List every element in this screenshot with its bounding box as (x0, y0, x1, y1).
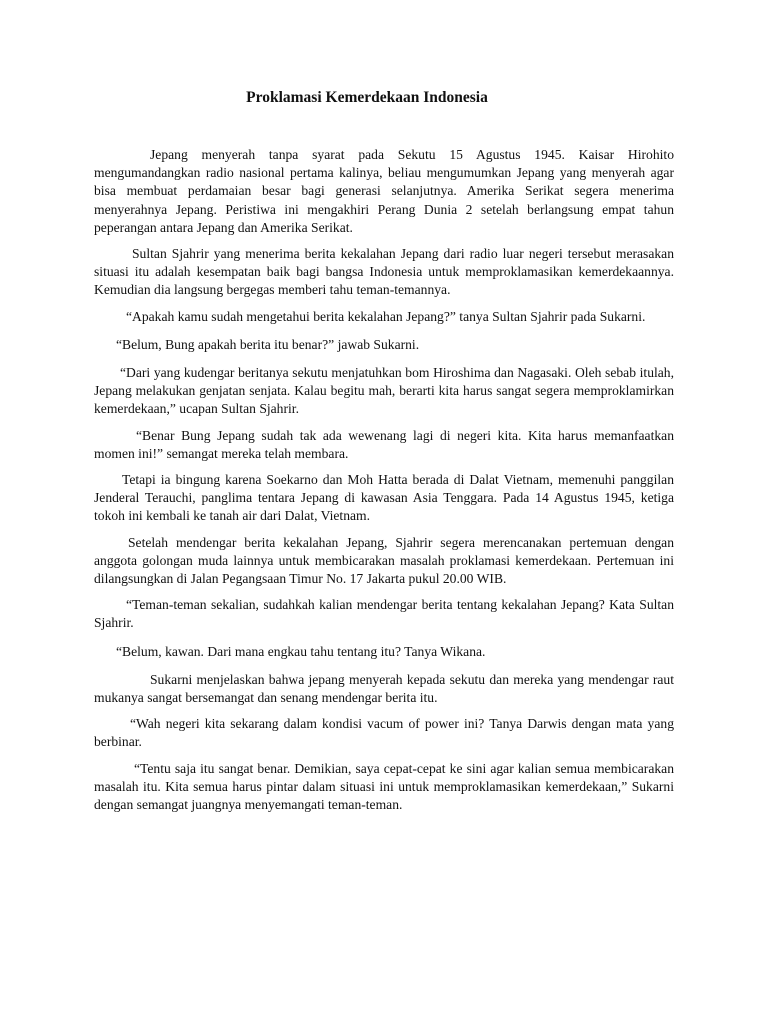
paragraph-4: “Belum, Bung apakah berita itu benar?” jawab Sukarni. (116, 336, 420, 352)
paragraph-2: Sultan Sjahrir yang menerima berita kekalahan Jepang dari radio luar negeri tersebut merasakan situasi itu adalah kesempatan baik bagi bangsa Indonesia untuk memproklamasikan kemerdekaannya. Kemudian dia langsung bergegas memberi tahu teman-temannya. (94, 246, 674, 298)
paragraph-1: Jepang menyerah tanpa syarat pada Sekutu 15 Agustus 1945. Kaisar Hirohito mengumandangkan radio nasional pertama kalinya, beliau mengumumkan Jepang yang menyerah agar bisa membuat perdamaian besar bagi generasi selanjutnya. Amerika Serikat segera menerima menyerahnya Jepang. Peristiwa ini mengakhiri Perang Dunia 2 setelah berlangsung empat tahun peperangan antara Jepang dan Amerika Serikat. (94, 147, 674, 235)
paragraph-8: Setelah mendengar berita kekalahan Jepang, Sjahrir segera merencanakan pertemuan dengan anggota golongan muda lainnya untuk membicarakan masalah proklamasi kemerdekaan. Pertemuan ini dilangsungkan di Jalan Pegangsaan Timur No. 17 Jakarta pukul 20.00 WIB. (94, 534, 674, 587)
paragraph-3: “Apakah kamu sudah mengetahui berita kekalahan Jepang?” tanya Sultan Sjahrir pada Sukarni. (126, 308, 646, 324)
paragraph-13: “Tentu saja itu sangat benar. Demikian, saya cepat-cepat ke sini agar kalian semua membicarakan masalah itu. Kita semua harus pintar dalam situasi ini untuk memproklamasikan kemerdekaan,” Sukarni dengan semangat juangnya menyemangati teman-teman. (94, 760, 674, 813)
paragraph-10: “Belum, kawan. Dari mana engkau tahu tentang itu? Tanya Wikana. (116, 643, 486, 659)
paragraph-5: “Dari yang kudengar beritanya sekutu menjatuhkan bom Hiroshima dan Nagasaki. Oleh sebab itulah, Jepang melakukan genjatan senjata. Kalau begitu mah, berarti kita harus sangat segera memproklamirkan kemerdekaan,” ucapan Sultan Sjahrir. (94, 365, 674, 417)
document-body (94, 146, 674, 822)
document-title: Proklamasi Kemerdekaan Indonesia (246, 89, 488, 106)
paragraph-11: Sukarni menjelaskan bahwa jepang menyerah kepada sekutu dan mereka yang mendengar raut mukanya sangat bersemangat dan senang mendengar berita itu. (94, 671, 674, 706)
paragraph-7: Tetapi ia bingung karena Soekarno dan Moh Hatta berada di Dalat Vietnam, memenuhi panggilan Jenderal Terauchi, panglima tentara Jepang di kawasan Asia Tenggara. Pada 14 Agustus 1945, ketiga tokoh ini kembali ke tanah air dari Dalat, Vietnam. (94, 472, 674, 524)
paragraph-9: “Teman-teman sekalian, sudahkah kalian mendengar berita tentang kekalahan Jepang? Kata Sultan Sjahrir. (94, 597, 674, 631)
paragraph-6: “Benar Bung Jepang sudah tak ada wewenang lagi di negeri kita. Kita harus memanfaatkan momen ini!” semangat mereka telah membara. (94, 427, 674, 461)
paragraph-12: “Wah negeri kita sekarang dalam kondisi vacum of power ini? Tanya Darwis dengan mata yang berbinar. (94, 716, 674, 750)
